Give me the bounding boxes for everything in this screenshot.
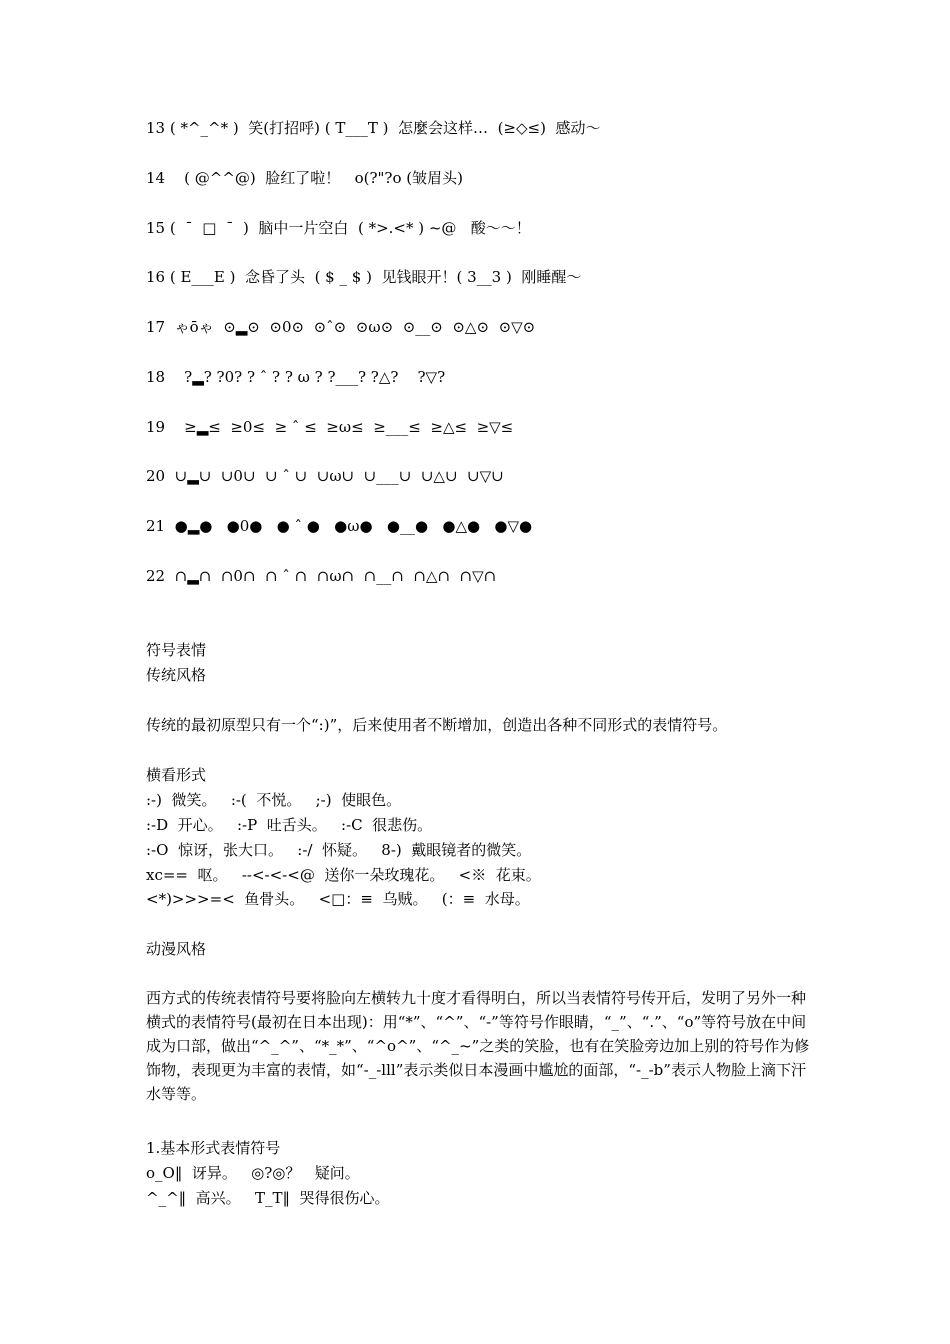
anime-paragraph: 西方式的传统表情符号要将脸向左横转九十度才看得明白，所以当表情符号传开后，发明了另外一种横式的表情符号(最初在日本出现)：用“*”、“^”、“-”等符号作眼睛，“_”、“.”、“o”等符号放在中间成为口部，做出“^_^”、“*_*”、“^o^”、“^_~”之类的笑脸，也有在笑脸旁边加上别的符号作为修饰物，表现更为丰富的表情，如“-_-lll”表示类似日本漫画中尴尬的面部，“-_-b”表示人物脸上滴下汗水等等。 <box>146 989 810 1103</box>
horizontal-line: :-) 微笑。 :-( 不悦。 ;-) 使眼色。 <box>146 791 402 809</box>
emoticon-row-20: 20 ∪▂∪ ∪0∪ ∪ ˆ ∪ ∪ω∪ ∪___∪ ∪△∪ ∪▽∪ <box>146 467 504 485</box>
emoticon-row-22: 22 ∩▂∩ ∩0∩ ∩ ˆ ∩ ∩ω∩ ∩__∩ ∩△∩ ∩▽∩ <box>146 567 497 585</box>
emoticon-row-17: 17 ゃōゃ ⊙▂⊙ ⊙0⊙ ⊙ˆ⊙ ⊙ω⊙ ⊙__⊙ ⊙△⊙ ⊙▽⊙ <box>146 318 536 336</box>
horizontal-line: xc== 呕。 --<-<-<@ 送你一朵玫瑰花。 <※ 花束。 <box>146 866 541 884</box>
horizontal-heading: 横看形式 <box>146 766 207 784</box>
emoticon-row-19: 19 ≥▂≤ ≥0≤ ≥ ˆ ≤ ≥ω≤ ≥___≤ ≥△≤ ≥▽≤ <box>146 418 514 436</box>
basic-line: o_O‖ 讶异。 ◎?◎？ 疑问。 <box>146 1164 360 1182</box>
horizontal-line: :-D 开心。 :-P 吐舌头。 :-C 很悲伤。 <box>146 816 433 834</box>
emoticon-row-18: 18 ?▂? ?0? ? ˆ ? ? ω ? ?___? ?△? ?▽? <box>146 368 446 386</box>
subtitle-traditional: 传统风格 <box>146 666 207 684</box>
anime-heading: 动漫风格 <box>146 940 207 958</box>
emoticon-row-16: 16 ( E___E ) 念昏了头 ( $ _ $ ) 见钱眼开！( 3__3 ) 刚睡醒～ <box>146 268 582 286</box>
emoticon-row-15: 15 ( ¯ □ ¯ ) 脑中一片空白 ( *>.<* ) ~@ 酸～～！ <box>146 219 531 237</box>
horizontal-line: :-O 惊讶，张大口。 :-/ 怀疑。 8-) 戴眼镜者的微笑。 <box>146 841 532 859</box>
horizontal-line: <*)>>>=< 鱼骨头。 <□：≡ 乌贼。 (：≡ 水母。 <box>146 890 530 908</box>
basic-heading: 1.基本形式表情符号 <box>146 1139 281 1157</box>
intro-text: 传统的最初原型只有一个“:)”，后来使用者不断增加，创造出各种不同形式的表情符号。 <box>146 716 728 734</box>
emoticon-row-13: 13 ( *^_^* ) 笑(打招呼) ( T___T ) 怎麼会这样… (≥◇≤) 感动～ <box>146 119 601 137</box>
emoticon-row-21: 21 ●▂● ●0● ● ˆ ● ●ω● ●__● ●△● ●▽● <box>146 517 533 535</box>
basic-line: ^_^‖ 高兴。 T_T‖ 哭得很伤心。 <box>146 1189 390 1207</box>
section-title: 符号表情 <box>146 641 207 659</box>
emoticon-row-14: 14 ( @^^@) 脸红了啦！ o(?"?o (皱眉头) <box>146 169 463 187</box>
